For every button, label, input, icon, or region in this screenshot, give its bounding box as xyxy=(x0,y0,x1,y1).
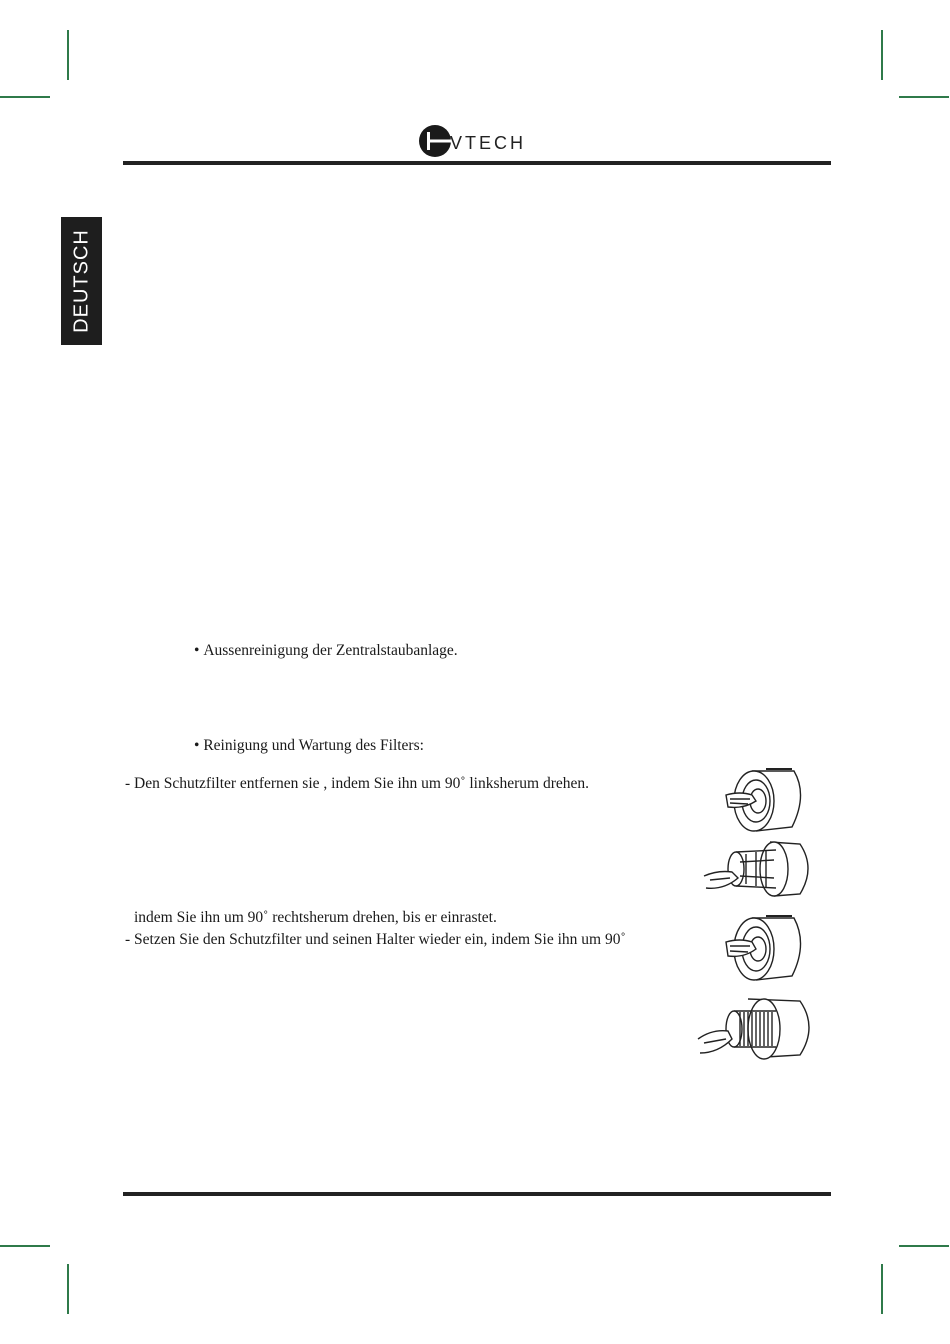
hand-rotating-filter-icon xyxy=(722,765,810,835)
header-rule xyxy=(123,161,831,165)
bullet-exterior-cleaning: • Aussenreinigung der Zentralstaubanlage. xyxy=(194,642,458,660)
crop-mark xyxy=(67,1264,69,1314)
language-tab-label: DEUTSCH xyxy=(70,229,92,333)
crop-mark xyxy=(67,30,69,80)
crop-mark xyxy=(881,1264,883,1314)
hand-pulling-filter-cage-icon xyxy=(700,838,816,902)
step-reinsert-tail: indem Sie ihn um 90˚ rechtsherum drehen, bis er einrastet. xyxy=(134,909,497,926)
language-tab xyxy=(61,217,102,345)
filter-reinsert-illustration xyxy=(722,912,810,984)
step-remove-filter: - Den Schutzfilter entfernen sie , indem Sie ihn um 90˚ linksherum drehen. xyxy=(125,775,590,792)
crop-mark xyxy=(881,30,883,80)
hand-holding-pleated-filter-icon xyxy=(696,993,818,1065)
crop-mark xyxy=(899,96,949,98)
brand-logo-icon xyxy=(418,124,452,158)
crop-mark xyxy=(0,1245,50,1247)
hand-rotating-filter-icon xyxy=(722,912,810,984)
filter-pull-out-illustration xyxy=(700,838,816,902)
crop-mark xyxy=(899,1245,949,1247)
footer-rule xyxy=(123,1192,831,1196)
brand-name: VTECH xyxy=(450,132,527,153)
filter-remove-illustration xyxy=(722,765,810,835)
step-reinsert-filter: - Setzen Sie den Schutzfilter und seinen Halter wieder ein, indem Sie ihn um 90˚ xyxy=(125,931,626,948)
bullet-filter-maintenance: • Reinigung und Wartung des Filters: xyxy=(194,737,424,755)
crop-mark xyxy=(0,96,50,98)
brand-logo xyxy=(418,124,526,158)
filter-cartridge-illustration xyxy=(696,993,818,1065)
